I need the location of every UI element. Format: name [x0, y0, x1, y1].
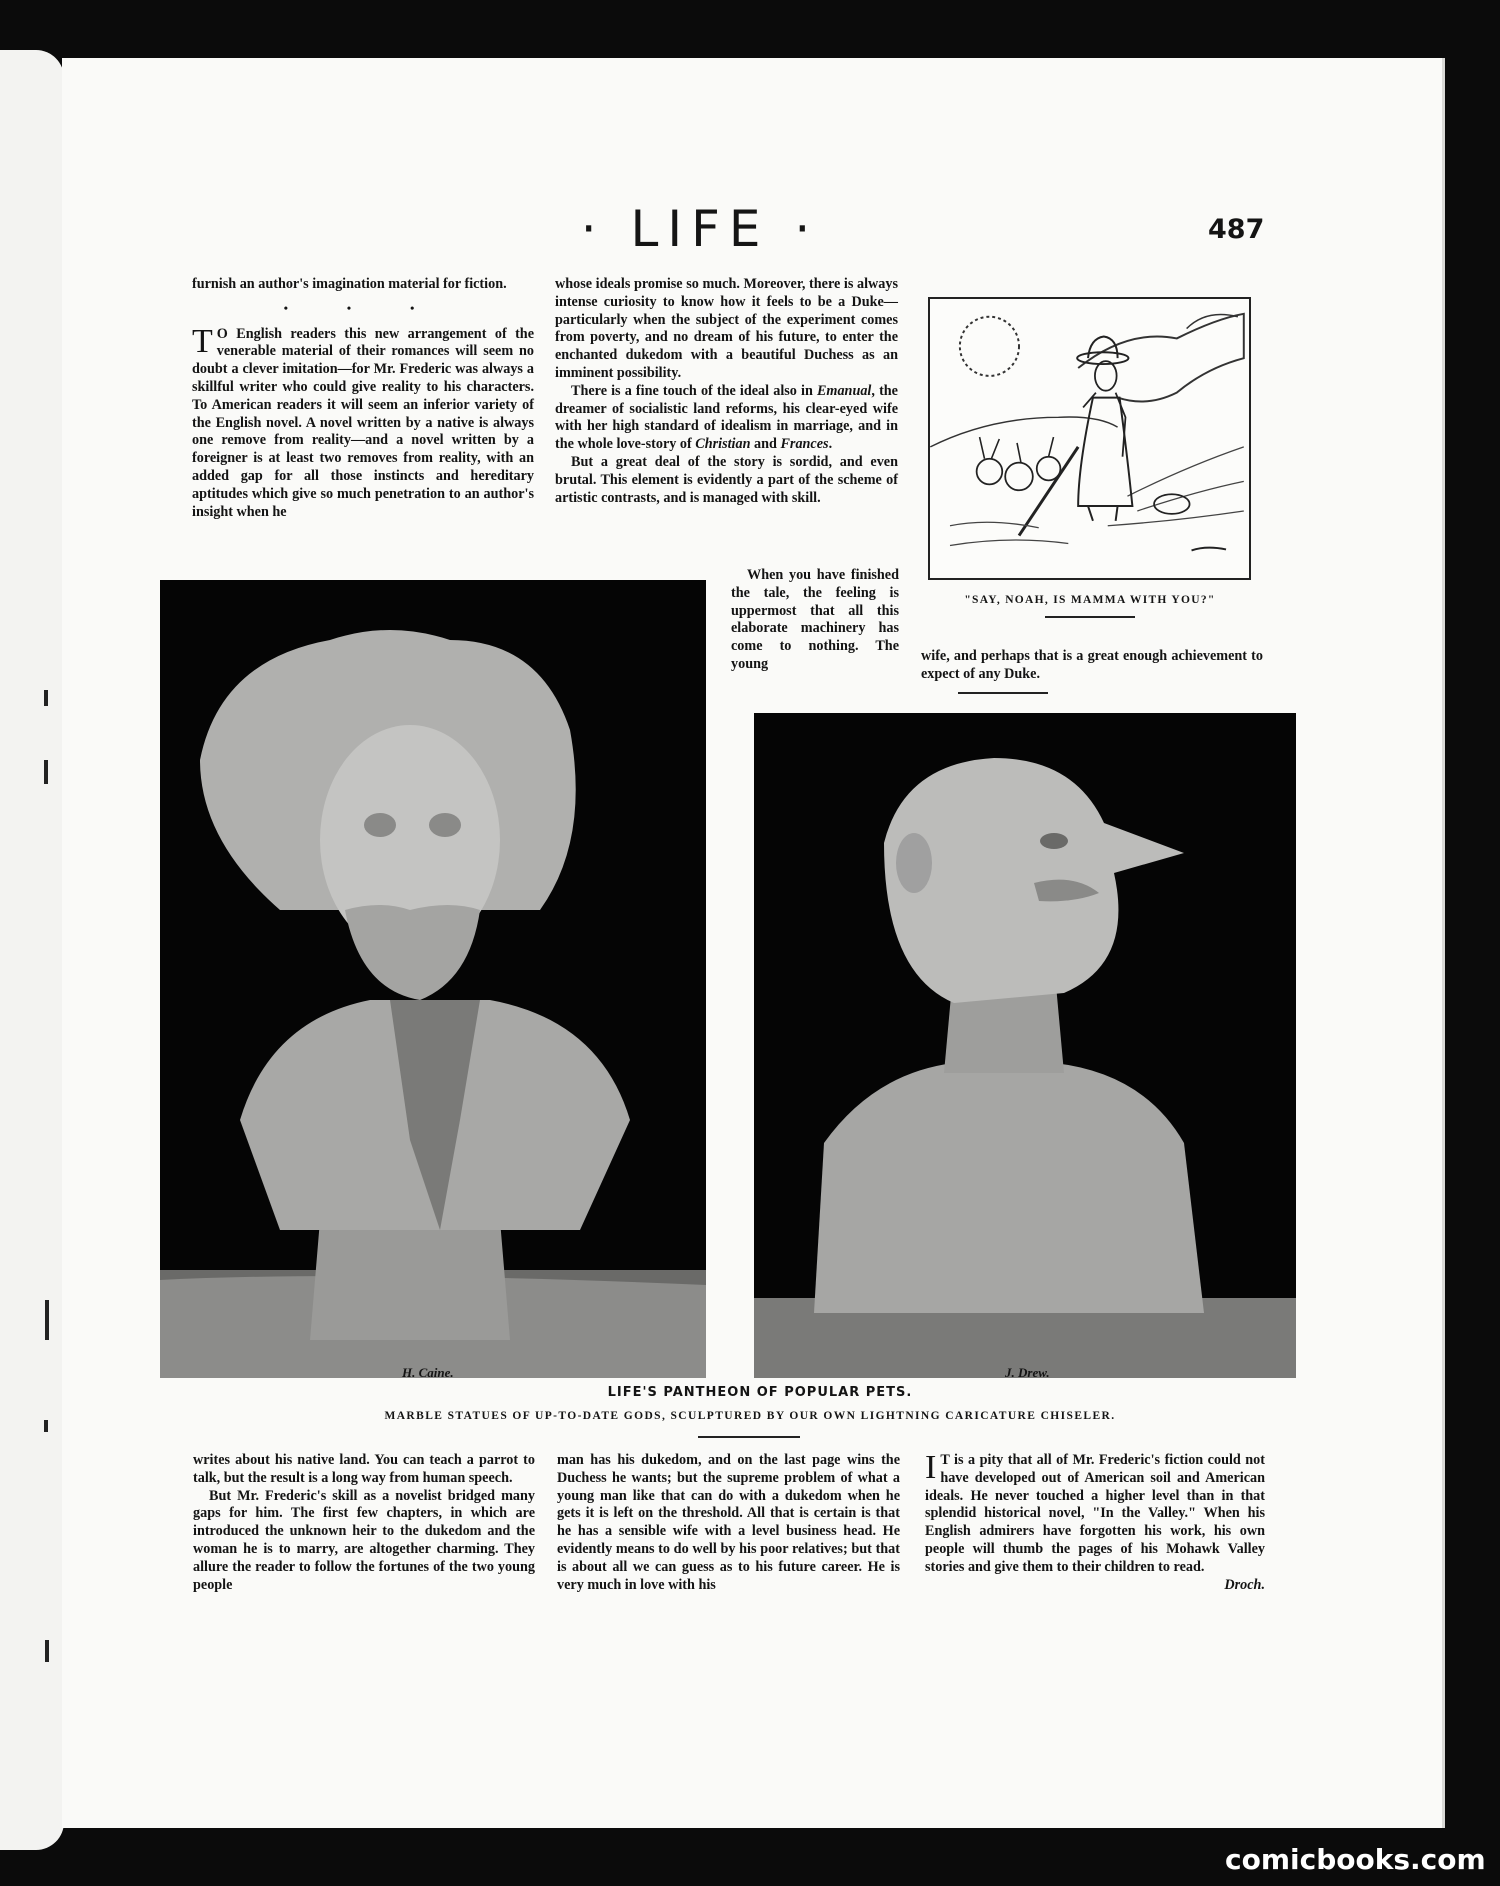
- column-3-top: [921, 648, 1263, 684]
- cartoon-illustration: [928, 297, 1251, 580]
- caption-caine: H. Caine.: [402, 1365, 454, 1380]
- paragraph: [925, 1449, 1265, 1577]
- column-3-bottom: [925, 1449, 1265, 1594]
- bust-photo-caine: [160, 580, 706, 1378]
- page-right-edge: [1442, 58, 1445, 1828]
- paragraph: But a great deal of the story is sordid, and even brutal. This element is evidently a part of the scheme of artistic contrasts, and is managed with skill.: [555, 453, 898, 506]
- column-2-narrow: [731, 567, 899, 674]
- text-run: There is a fine touch of the ideal also in: [571, 382, 817, 399]
- paragraph: whose ideals promise so much. Moreover, there is always intense curiosity to know how it feels to be a Duke—particularly when the subject of the experiment comes from poverty, and no dream of his future, to enter the enchanted dukedom with a beautiful Duchess as an imminent possibility.: [555, 276, 898, 381]
- paragraph-text: T is a pity that all of Mr. Frederic's fiction could not have developed out of American soil and American ideals. He never touched a higher level than in that splendid historical novel, "In the Valley." When his English admirers have forgotten his work, his own people will thumb the pages of his Mohawk Valley stories and give them to their children to read.: [925, 1452, 1265, 1575]
- bust-photo-drew: [754, 713, 1296, 1378]
- paragraph: furnish an author's imagination material for fiction.: [192, 276, 507, 292]
- drop-cap: I: [925, 1449, 937, 1486]
- drop-cap: T: [192, 322, 213, 360]
- text-run: .: [828, 436, 833, 453]
- previous-page-edge: [0, 50, 64, 1850]
- column-1-top: [192, 276, 534, 521]
- caption-rule: [1045, 616, 1135, 618]
- bust-drawing-drew: [754, 713, 1296, 1378]
- caption-drew: J. Drew.: [1005, 1365, 1050, 1380]
- section-dots: • • •: [283, 300, 443, 315]
- italic-name: Emanual: [816, 382, 872, 399]
- paragraph: [192, 322, 534, 522]
- text-run: and: [750, 436, 781, 453]
- section-rule: [698, 1436, 800, 1438]
- italic-name: Frances: [780, 436, 829, 453]
- text-run: , the dreamer of socialistic land reforms, his clear-eyed wife with her high standard of idealism in marriage, and in the whole love-story of: [555, 382, 898, 453]
- watermark: comicbooks.com: [1225, 1843, 1486, 1876]
- paragraph: When you have finished the tale, the feeling is uppermost that all this elaborate machinery has come to nothing. The young: [731, 567, 899, 672]
- paragraph: writes about his native land. You can teach a parrot to talk, but the result is a long way from human speech.: [193, 1452, 535, 1486]
- pantheon-subtitle: MARBLE STATUES OF UP-TO-DATE GODS, SCULPTURED BY OUR OWN LIGHTNING CARICATURE CHISELER.: [384, 1410, 1116, 1422]
- section-rule: [958, 692, 1048, 694]
- column-2-top: [555, 276, 898, 507]
- author-signature: Droch.: [1224, 1576, 1265, 1593]
- paragraph: man has his dukedom, and on the last page wins the Duchess he wants; but the supreme problem of what a young man like that can do with a dukedom when he gets it is left on the threshold. All that is certain is that he has a sensible wife with a level business head. He evidently means to do well by his poor relatives; but that is about all we can guess as to his future career. He is very much in love with his: [557, 1452, 900, 1593]
- column-2-bottom: [557, 1452, 900, 1594]
- masthead: · LIFE ·: [580, 200, 820, 258]
- page-number: 487: [1208, 214, 1265, 245]
- paragraph: wife, and perhaps that is a great enough achievement to expect of any Duke.: [921, 648, 1263, 682]
- paragraph: But Mr. Frederic's skill as a novelist bridged many gaps for him. The first few chapters, in which are introduced the unknown heir to the dukedom and the woman he is to marry, are altogether charming. They allure the reader to follow the fortunes of the two young people: [193, 1487, 535, 1593]
- italic-name: Christian: [695, 436, 751, 453]
- column-1-bottom: [193, 1452, 535, 1594]
- cartoon-drawing: [930, 299, 1249, 578]
- cartoon-caption: "SAY, NOAH, IS MAMMA WITH YOU?": [964, 594, 1216, 606]
- bust-drawing-caine: [160, 580, 706, 1378]
- paragraph: [555, 383, 898, 454]
- paragraph-text: O English readers this new arrangement of the venerable material of their romances will seem no doubt a clever imitation—for Mr. Frederic was always a skillful writer who could give reality to his characters. To American readers it will seem an inferior variety of the English novel. A novel written by a native is always one remove from reality—and a novel written by a foreigner is at least two removes from reality, with an added gap for all those instincts and hereditary aptitudes which give so much penetration to an author's insight when he: [192, 325, 534, 520]
- pantheon-title: LIFE'S PANTHEON OF POPULAR PETS.: [607, 1385, 913, 1400]
